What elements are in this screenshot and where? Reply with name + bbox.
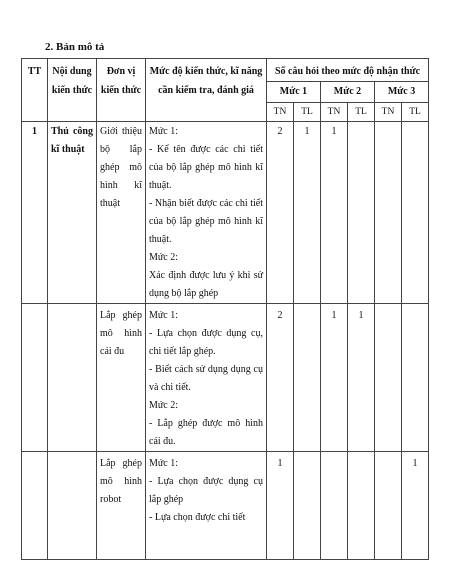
requirement-cell — [146, 304, 267, 452]
specification-table — [21, 58, 429, 560]
requirement-line: Mức 2: — [149, 252, 179, 263]
table-row — [22, 452, 429, 560]
header-content: Nội dung kiến thức — [48, 59, 97, 122]
requirement-line: - Lắp ghép được mô hình cái đu. — [149, 418, 263, 447]
header-sub-tn: TN — [267, 103, 294, 122]
count-m2-tn: 1 — [321, 304, 348, 452]
header-question-count: Số câu hỏi theo mức độ nhận thức — [267, 59, 429, 82]
requirement-line: Mức 1: — [149, 126, 179, 137]
section-heading: 2. Bản mô tả — [45, 41, 105, 53]
header-level-2: Mức 2 — [321, 82, 375, 103]
count-m2-tn — [321, 452, 348, 560]
header-requirement: Mức độ kiến thức, kĩ năng cần kiểm tra, đánh giá — [146, 59, 267, 122]
count-m2-tl: 1 — [348, 304, 375, 452]
requirement-line: Mức 2: — [149, 400, 179, 411]
unit-cell: Lắp ghép mô hình cái đu — [97, 304, 146, 452]
requirement-cell — [146, 452, 267, 560]
count-m3-tl — [402, 304, 429, 452]
count-m2-tl — [348, 122, 375, 304]
header-tt: TT — [22, 59, 48, 122]
count-m3-tn — [375, 452, 402, 560]
table-row — [22, 122, 429, 304]
header-sub-tl: TL — [402, 103, 429, 122]
unit-cell: Lắp ghép mô hình robot — [97, 452, 146, 560]
count-m3-tn — [375, 304, 402, 452]
header-level-1: Mức 1 — [267, 82, 321, 103]
content-cell — [48, 304, 97, 452]
requirement-line: - Biết cách sử dụng dụng cụ và chi tiết. — [149, 364, 263, 393]
table-row — [22, 304, 429, 452]
count-m3-tn — [375, 122, 402, 304]
count-m2-tn: 1 — [321, 122, 348, 304]
header-sub-tn: TN — [375, 103, 402, 122]
count-m3-tl: 1 — [402, 452, 429, 560]
header-level-3: Mức 3 — [375, 82, 429, 103]
requirement-line: - Kể tên được các chi tiết của bộ lắp ghép mô hình kĩ thuật. — [149, 144, 263, 191]
requirement-line: - Lựa chọn được chi tiết — [149, 512, 246, 523]
count-m1-tl — [294, 304, 321, 452]
row-number: 1 — [22, 122, 48, 304]
header-unit: Đơn vị kiến thức — [97, 59, 146, 122]
requirement-line: - Nhận biết được các chi tiết của bộ lắp ghép mô hình kĩ thuật. — [149, 198, 263, 245]
content-cell: Thủ công kĩ thuật — [48, 122, 97, 304]
requirement-cell — [146, 122, 267, 304]
count-m2-tl — [348, 452, 375, 560]
count-m1-tn: 1 — [267, 452, 294, 560]
count-m3-tl — [402, 122, 429, 304]
requirement-line: Mức 1: — [149, 458, 179, 469]
requirement-line: Xác định được lưu ý khi sử dụng bộ lắp ghép — [149, 270, 263, 299]
count-m1-tl — [294, 452, 321, 560]
count-m1-tn: 2 — [267, 304, 294, 452]
content-cell — [48, 452, 97, 560]
requirement-line: Mức 1: — [149, 310, 179, 321]
requirement-line: - Lựa chọn được dụng cụ, chi tiết lắp ghép. — [149, 328, 263, 357]
header-sub-tl: TL — [294, 103, 321, 122]
header-sub-tl: TL — [348, 103, 375, 122]
unit-cell: Giới thiệu bộ lắp ghép mô hình kĩ thuật — [97, 122, 146, 304]
row-number — [22, 452, 48, 560]
row-number — [22, 304, 48, 452]
count-m1-tl: 1 — [294, 122, 321, 304]
requirement-line: - Lựa chọn được dụng cụ lắp ghép — [149, 476, 263, 505]
count-m1-tn: 2 — [267, 122, 294, 304]
header-sub-tn: TN — [321, 103, 348, 122]
